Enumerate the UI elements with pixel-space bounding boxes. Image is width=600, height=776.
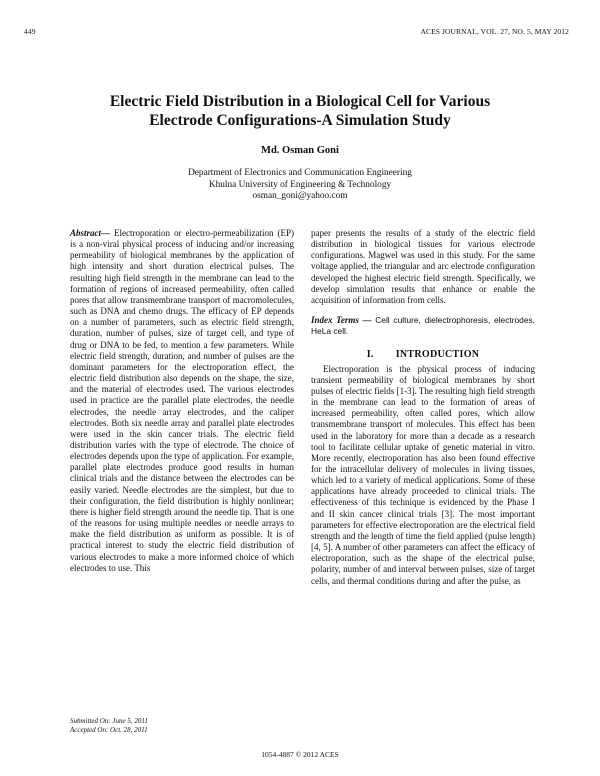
author-email: osman_goni@yahoo.com: [252, 191, 348, 201]
index-terms-heading: Index Terms —: [311, 315, 372, 326]
author-affiliation: [0, 168, 600, 203]
copyright-footer: 1054-4887 © 2012 ACES: [261, 750, 339, 759]
section-number: I.: [366, 349, 374, 361]
page-number: 449: [24, 27, 36, 36]
journal-info: ACES JOURNAL, VOL. 27, NO. 5, MAY 2012: [420, 27, 569, 36]
department: Department of Electronics and Communication Engineering: [188, 168, 412, 178]
title-line: Electrode Configurations-A Simulation Study: [149, 112, 451, 129]
introduction-text: Electroporation is the physical process of inducing transient permeability of biological membranes by short pulses of electric fields [1-3]. The resulting high field strength in the membrane can lead to the formation of areas of increased permeability, often called pores, which allow transmembrane transport of molecules. This effect has been used in the laboratory for more than a decade as a research tool to facilitate cellular uptake of genetic material in vitro. More recently, electroporation has also been found effective for the intracellular delivery of molecules in living tissues, which led to a variety of medical applications. Some of these applications have already proceeded to clinical trials. The effectiveness of this technique is evidenced by the Phase I and II skin cancer clinical trials [3]. The most important parameters for effective electroporation are the electrical field strength and the length of time the field applied (pulse length) [4, 5]. A number of other parameters can affect the efficacy of electroporation, such as the shape of the electrical pulse, polarity, number of and interval between pulses, size of target cells, and thermal conditions during and after the pulse, as: [311, 363, 535, 586]
section-title: INTRODUCTION: [395, 349, 480, 361]
abstract-continued: paper presents the results of a study of the electric field distribution in biological tissues for various electrode configurations. Magwel was used in this study. For the same voltage applied, the triangular and arc electrode configuration developed the highest electric field strength. Specifically, we develop simulation results that enhance or enable the acquisition of information from cells.: [311, 228, 535, 305]
section-heading-introduction: [311, 349, 535, 360]
index-terms-text: Cell culture, dielectrophoresis, electrodes, HeLa cell.: [311, 315, 536, 337]
submission-footnote: [70, 717, 148, 734]
right-column: [311, 228, 535, 587]
index-terms: [311, 315, 535, 337]
paper-title: [60, 92, 540, 130]
title-line: Electric Field Distribution in a Biological Cell for Various: [109, 93, 491, 110]
accepted-date: Accepted On: Oct. 28, 2011: [70, 725, 148, 734]
abstract-heading: Abstract—: [70, 228, 111, 238]
university: Khulna University of Engineering & Technology: [208, 179, 392, 190]
abstract: [70, 228, 294, 574]
abstract-text-left: Electroporation or electro-permeabilization (EP) is a non-viral physical process of inducing and/or increasing permeability of biological membranes by the application of high intensity and short duration electrical pulses. The resulting high field strength in the membrane can lead to the formation of regions of increased permeability, often called pores that allow transmembrane transport of macromolecules, such as DNA and chemo drugs. The efficacy of EP depends on a number of parameters, such as electric field strength, duration, number of pulses, size of target cell, and type of drug or DNA to be fed, to mention a few parameters. While electric field strength, duration, and number of pulses are the dominant parameters for the electroporation effect, the electric field distribution also depends on the shape, the size, and the material of electrodes used. The various electrodes used in practice are the parallel plate electrodes, the needle electrodes, the needle array electrodes, and the caliper electrodes. Both six needle array and parallel plate electrodes were used in the skin cancer trials. The electric field distribution varies with the type of electrode. The choice of electrodes depends upon the type of application. For example, parallel plate electrodes produce good results in human clinical trials and the distance between the electrodes can be easily varied. Needle electrodes are the simplest, but due to their configuration, the field distribution is highly nonlinear; there is higher field strength around the needle tip. That is one of the reasons for using multiple needles or needle arrays to make the field distribution as uniform as possible. It is of practical interest to study the electric field distribution of various electrodes to make a more informed choice of which electrodes to use. This: [70, 228, 294, 573]
left-column: [70, 228, 294, 574]
submitted-date: Submitted On: June 5, 2011: [70, 717, 148, 725]
author-name: Md. Osman Goni: [261, 145, 339, 156]
